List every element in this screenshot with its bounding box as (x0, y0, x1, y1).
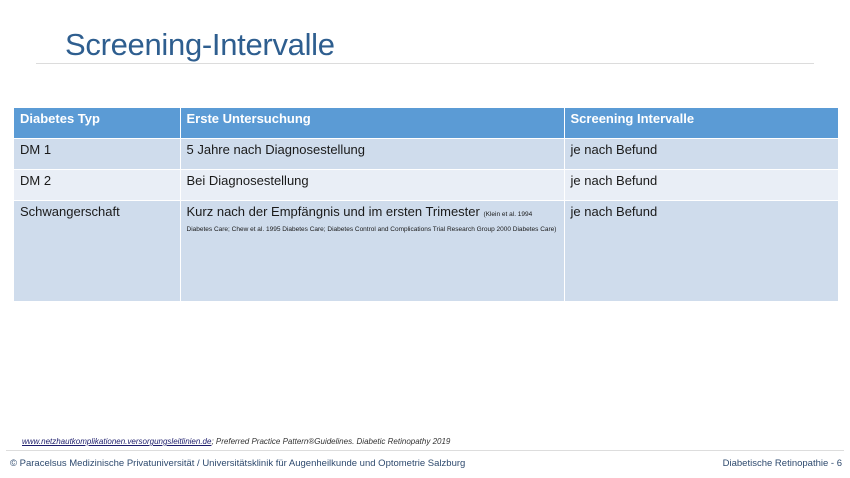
cell-diabetes-type: DM 1 (14, 139, 180, 170)
first-exam-text: Kurz nach der Empfängnis und im ersten Trimester (186, 204, 480, 219)
table-header-row (14, 108, 838, 139)
header-diabetes-type: Diabetes Typ (14, 108, 180, 139)
table-row (14, 139, 838, 170)
slide-title: Screening-Intervalle (65, 27, 335, 62)
footer-divider (6, 450, 844, 451)
footer-copyright: © Paracelsus Medizinische Privatuniversität / Universitätsklinik für Augenheilkunde und Optometrie Salzburg (10, 458, 466, 469)
cell-diabetes-type: DM 2 (14, 170, 180, 201)
table-row (14, 170, 838, 201)
header-first-exam: Erste Untersuchung (180, 108, 564, 139)
source-text: ; Preferred Practice Pattern®Guidelines. Diabetic Retinopathy 2019 (211, 437, 451, 446)
cell-first-exam (180, 201, 564, 302)
cell-screening-interval: je nach Befund (564, 201, 838, 302)
cell-first-exam: Bei Diagnosestellung (180, 170, 564, 201)
cell-screening-interval: je nach Befund (564, 170, 838, 201)
footer-page-label: Diabetische Retinopathie - 6 (722, 458, 842, 469)
cell-screening-interval: je nach Befund (564, 139, 838, 170)
cell-diabetes-type: Schwangerschaft (14, 201, 180, 302)
table-row (14, 201, 838, 302)
source-link[interactable]: www.netzhautkomplikationen.versorgungsleitlinien.de (22, 437, 212, 446)
source-citation (22, 437, 450, 446)
header-screening-interval: Screening Intervalle (564, 108, 838, 139)
first-exam-references: (Klein et al. 1994 Diabetes Care; Chew et al. 1995 Diabetes Care; Diabetes Control and Complications Trial Research Group 2000 Diabetes Care) (186, 211, 557, 233)
title-divider (36, 63, 814, 64)
screening-table (14, 108, 839, 302)
cell-first-exam: 5 Jahre nach Diagnosestellung (180, 139, 564, 170)
